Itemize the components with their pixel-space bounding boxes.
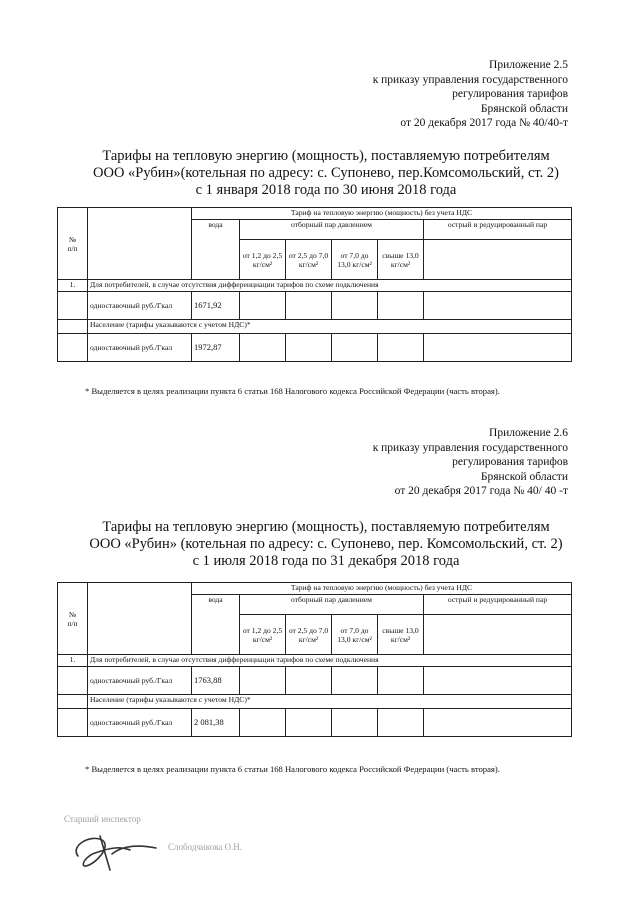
appendix-line: регулирования тарифов (452, 88, 568, 100)
single-rate-label: одноставочный руб./Гкал (88, 292, 192, 320)
title-line: ООО «Рубин» (котельная по адресу: с. Супонево, пер. Комсомольский, ст. 2) (89, 536, 563, 552)
single-rate-label: одноставочный руб./Гкал (88, 709, 192, 737)
steam-header: отборный пар давлением (240, 220, 424, 240)
handwritten-signature (60, 826, 180, 876)
table-row (58, 334, 572, 362)
table-row (58, 709, 572, 737)
appendix-line: Брянской области (480, 470, 568, 483)
sharp-steam-sub (424, 615, 572, 655)
signature-name: Слободчикова О.Н. (168, 842, 243, 852)
tariff-title-1 (40, 148, 612, 199)
steam-header: отборный пар давлением (240, 595, 424, 615)
single-rate-label: одноставочный руб./Гкал (88, 334, 192, 362)
single-rate-label: одноставочный руб./Гкал (88, 667, 192, 695)
consumers-row: Для потребителей, в случае отсутствия дифференциации тарифов по схеме подключения (88, 280, 572, 292)
pressure-4-header: свыше 13,0 кг/см² (378, 615, 424, 655)
tariff-title-2 (40, 519, 612, 570)
appendix-line: Брянской области (480, 102, 568, 115)
signature-role: Старший инспектор (64, 814, 141, 824)
pressure-2-header: от 2,5 до 7,0 кг/см² (286, 615, 332, 655)
pressure-2-header: от 2,5 до 7,0 кг/см² (286, 240, 332, 280)
sharp-steam-sub (424, 240, 572, 280)
col-num-header: № п/п (58, 208, 88, 280)
table-row (58, 292, 572, 320)
title-line: Тарифы на тепловую энергию (мощность), поставляемую потребителям (102, 148, 550, 164)
row-number: 1. (58, 655, 88, 667)
appendix-line: Приложение 2.5 (489, 59, 568, 71)
pressure-3-header: от 7,0 до 13,0 кг/см² (332, 240, 378, 280)
pressure-1-header: от 1,2 до 2,5 кг/см² (240, 240, 286, 280)
appendix-header-1 (373, 58, 568, 131)
sharp-steam-header: острый и редуцированный пар (424, 595, 572, 615)
footnote-2: * Выделяется в целях реализации пункта 6 статьи 168 Налогового кодекса Российской Федерации (часть вторая). (85, 764, 500, 774)
consumers-row: Для потребителей, в случае отсутствия дифференциации тарифов по схеме подключения (88, 655, 572, 667)
title-line: ООО «Рубин»(котельная по адресу: с. Супонево, пер.Комсомольский, ст. 2) (93, 165, 559, 181)
appendix-line: регулирования тарифов (452, 456, 568, 468)
row-number: 1. (58, 280, 88, 292)
table-row (58, 667, 572, 695)
footnote-1: * Выделяется в целях реализации пункта 6 статьи 168 Налогового кодекса Российской Федерации (часть вторая). (85, 386, 500, 396)
col-blank-header (88, 583, 192, 655)
water-header: вода (192, 595, 240, 655)
col-num-header: № п/п (58, 583, 88, 655)
appendix-line: к приказу управления государственного (372, 441, 568, 454)
water-value: 1972,87 (192, 334, 240, 362)
population-row: Население (тарифы указываются с учетом НДС)* (88, 320, 572, 334)
tariff-table-2 (57, 582, 572, 737)
appendix-line: Приложение 2.6 (489, 427, 568, 439)
title-line: с 1 июля 2018 года по 31 декабря 2018 года (192, 553, 460, 569)
water-value: 1671,92 (192, 292, 240, 320)
appendix-line: от 20 декабря 2017 года № 40/40-т (400, 117, 568, 129)
appendix-header-2 (373, 426, 568, 499)
appendix-line: от 20 декабря 2017 года № 40/ 40 -т (394, 485, 568, 497)
tariff-header: Тариф на тепловую энергию (мощность) без учета НДС (192, 583, 572, 595)
pressure-4-header: свыше 13,0 кг/см² (378, 240, 424, 280)
appendix-line: к приказу управления государственного (372, 73, 568, 86)
title-line: Тарифы на тепловую энергию (мощность), поставляемую потребителям (102, 519, 550, 535)
pressure-1-header: от 1,2 до 2,5 кг/см² (240, 615, 286, 655)
sharp-steam-header: острый и редуцированный пар (424, 220, 572, 240)
population-row: Население (тарифы указываются с учетом НДС)* (88, 695, 572, 709)
water-value: 2 081,38 (192, 709, 240, 737)
pressure-3-header: от 7,0 до 13,0 кг/см² (332, 615, 378, 655)
title-line: с 1 января 2018 года по 30 июня 2018 года (195, 182, 457, 198)
col-blank-header (88, 208, 192, 280)
water-value: 1763,88 (192, 667, 240, 695)
tariff-table-1 (57, 207, 572, 362)
water-header: вода (192, 220, 240, 280)
tariff-header: Тариф на тепловую энергию (мощность) без учета НДС (192, 208, 572, 220)
